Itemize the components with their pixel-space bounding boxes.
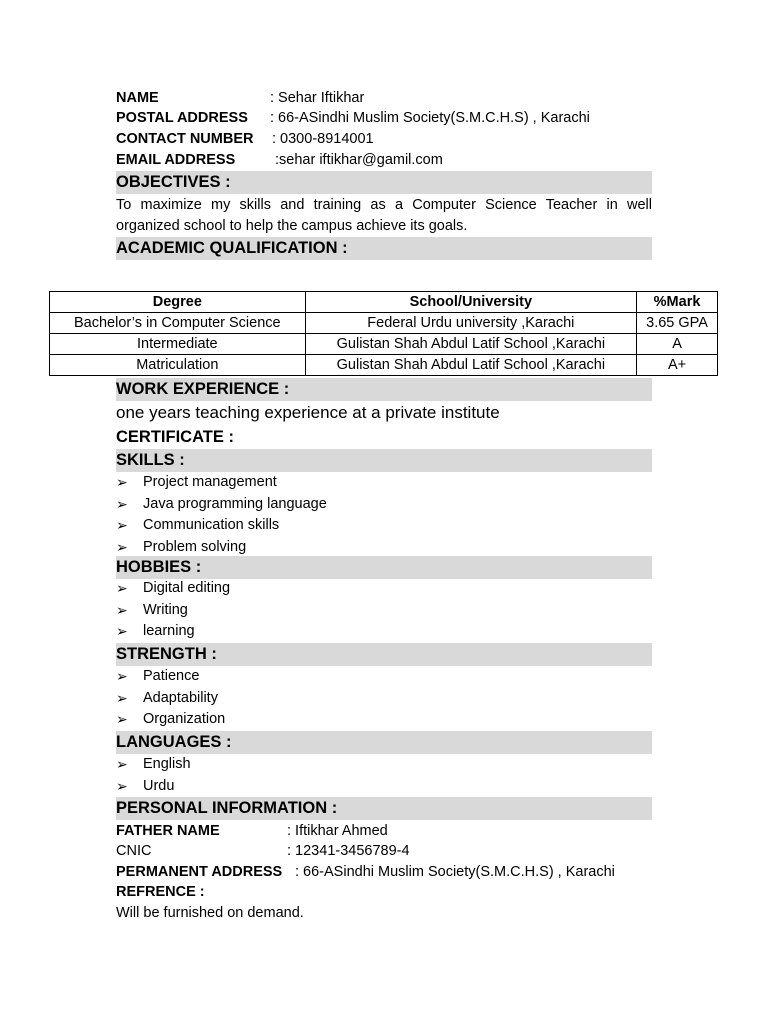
arrow-bullet-icon: ➢ bbox=[116, 689, 128, 706]
arrow-bullet-icon: ➢ bbox=[116, 495, 128, 512]
email-address-label: EMAIL ADDRESS bbox=[116, 152, 236, 168]
language-text: English bbox=[143, 756, 191, 772]
list-item bbox=[116, 776, 191, 798]
objectives-heading: OBJECTIVES : bbox=[116, 171, 652, 194]
list-item bbox=[116, 688, 225, 710]
list-item bbox=[116, 754, 191, 776]
cnic-label: CNIC bbox=[116, 843, 152, 859]
strength-list bbox=[116, 666, 225, 731]
table-row bbox=[50, 313, 718, 334]
work-experience-heading: WORK EXPERIENCE : bbox=[116, 378, 652, 401]
skill-text: Project management bbox=[143, 474, 277, 490]
strength-heading: STRENGTH : bbox=[116, 643, 652, 666]
name-value: : Sehar Iftikhar bbox=[270, 90, 365, 106]
hobbies-heading: HOBBIES : bbox=[116, 556, 652, 579]
skill-text: Java programming language bbox=[143, 495, 327, 512]
father-name-label: FATHER NAME bbox=[116, 823, 220, 839]
father-name-value: : Iftikhar Ahmed bbox=[287, 823, 388, 839]
school-cell: Federal Urdu university ,Karachi bbox=[305, 313, 636, 334]
list-item bbox=[116, 578, 230, 600]
contact-number-label: CONTACT NUMBER bbox=[116, 131, 254, 147]
table-row bbox=[50, 334, 718, 355]
hobby-text: Writing bbox=[143, 601, 188, 618]
hobbies-list bbox=[116, 578, 230, 643]
arrow-bullet-icon: ➢ bbox=[116, 580, 128, 596]
contact-number-value: : 0300-8914001 bbox=[272, 131, 374, 147]
skill-text: Communication skills bbox=[143, 517, 280, 533]
certificate-heading: CERTIFICATE : bbox=[116, 428, 234, 446]
school-cell: Gulistan Shah Abdul Latif School ,Karachi bbox=[305, 334, 636, 355]
mark-cell: 3.65 GPA bbox=[637, 313, 718, 334]
column-header-degree: Degree bbox=[50, 292, 306, 313]
table-row bbox=[50, 355, 718, 376]
list-item bbox=[116, 600, 230, 622]
arrow-bullet-icon: ➢ bbox=[116, 517, 128, 533]
objectives-text: To maximize my skills and training as a Computer Science Teacher in well organized school to help the campus achieve its goals. bbox=[116, 197, 652, 234]
arrow-bullet-icon: ➢ bbox=[116, 668, 128, 684]
email-address-value: :sehar iftikhar@gamil.com bbox=[275, 152, 443, 168]
permanent-address-value: : 66-ASindhi Muslim Society(S.M.C.H.S) , Karachi bbox=[295, 864, 615, 880]
hobby-text: Digital editing bbox=[143, 580, 231, 596]
degree-cell: Intermediate bbox=[50, 334, 306, 355]
strength-text: Organization bbox=[143, 711, 226, 727]
arrow-bullet-icon: ➢ bbox=[116, 474, 128, 490]
work-experience-text: one years teaching experience at a private institute bbox=[116, 403, 500, 422]
arrow-bullet-icon: ➢ bbox=[116, 711, 128, 727]
reference-value: Will be furnished on demand. bbox=[116, 905, 304, 921]
strength-text: Adaptability bbox=[143, 689, 218, 706]
degree-cell: Matriculation bbox=[50, 355, 306, 376]
arrow-bullet-icon: ➢ bbox=[116, 623, 128, 639]
school-cell: Gulistan Shah Abdul Latif School ,Karachi bbox=[305, 355, 636, 376]
mark-cell: A+ bbox=[637, 355, 718, 376]
cnic-value: : 12341-3456789-4 bbox=[287, 843, 410, 859]
arrow-bullet-icon: ➢ bbox=[116, 777, 128, 794]
languages-list bbox=[116, 754, 191, 797]
list-item bbox=[116, 537, 327, 559]
postal-address-value: : 66-ASindhi Muslim Society(S.M.C.H.S) , Karachi bbox=[270, 110, 590, 126]
reference-label: REFRENCE : bbox=[116, 884, 205, 900]
name-label: NAME bbox=[116, 90, 159, 106]
mark-cell: A bbox=[637, 334, 718, 355]
column-header-mark: %Mark bbox=[637, 292, 718, 313]
list-item bbox=[116, 494, 327, 516]
hobby-text: learning bbox=[143, 623, 195, 639]
languages-heading: LANGUAGES : bbox=[116, 731, 652, 754]
list-item bbox=[116, 472, 327, 494]
table-header-row bbox=[50, 292, 718, 313]
degree-cell: Bachelor’s in Computer Science bbox=[50, 313, 306, 334]
postal-address-label: POSTAL ADDRESS bbox=[116, 110, 248, 126]
arrow-bullet-icon: ➢ bbox=[116, 601, 128, 618]
column-header-school: School/University bbox=[305, 292, 636, 313]
skill-text: Problem solving bbox=[143, 538, 247, 555]
academic-qualification-heading: ACADEMIC QUALIFICATION : bbox=[116, 237, 652, 260]
strength-text: Patience bbox=[143, 668, 200, 684]
list-item bbox=[116, 621, 230, 643]
skills-heading: SKILLS : bbox=[116, 449, 652, 472]
permanent-address-label: PERMANENT ADDRESS bbox=[116, 864, 283, 880]
academic-qualification-table bbox=[49, 291, 718, 376]
list-item bbox=[116, 515, 327, 537]
skills-list bbox=[116, 472, 327, 558]
arrow-bullet-icon: ➢ bbox=[116, 756, 128, 772]
personal-information-heading: PERSONAL INFORMATION : bbox=[116, 797, 652, 820]
language-text: Urdu bbox=[143, 777, 175, 794]
arrow-bullet-icon: ➢ bbox=[116, 538, 128, 555]
list-item bbox=[116, 666, 225, 688]
list-item bbox=[116, 709, 225, 731]
